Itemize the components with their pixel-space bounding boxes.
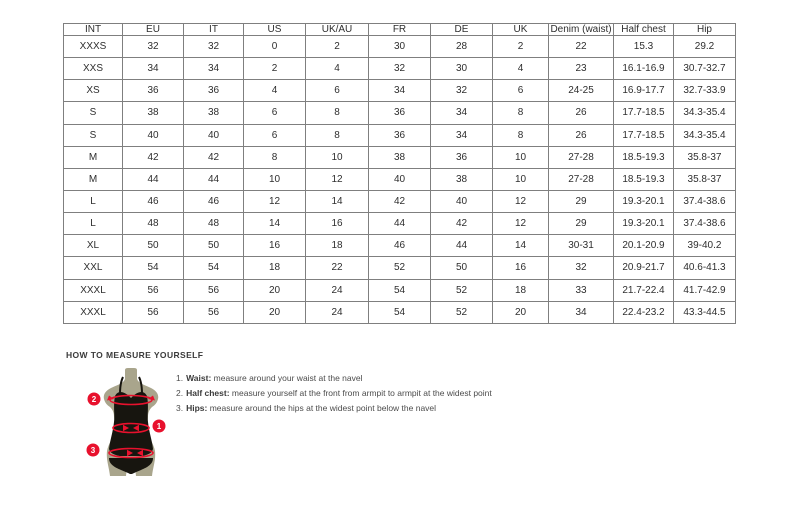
table-cell: 24 [306,301,369,323]
table-cell: XXS [64,58,123,80]
table-cell: 33 [549,279,614,301]
table-cell: 20 [244,301,306,323]
table-cell: 50 [431,257,493,279]
table-cell: XXXS [64,36,123,58]
table-cell: 40 [184,124,244,146]
table-cell: 54 [184,257,244,279]
column-header: UK/AU [306,24,369,36]
table-cell: 16.9-17.7 [614,80,674,102]
table-cell: 22.4-23.2 [614,301,674,323]
table-cell: 29 [549,213,614,235]
table-row [64,58,736,80]
table-cell: 54 [123,257,184,279]
table-cell: 16 [244,235,306,257]
table-cell: 8 [493,124,549,146]
table-row [64,257,736,279]
table-row [64,36,736,58]
table-cell: 48 [184,213,244,235]
table-cell: 16 [493,257,549,279]
table-cell: 24 [306,279,369,301]
marker-hips [87,444,100,457]
table-cell: 12 [306,168,369,190]
table-cell: M [64,146,123,168]
table-cell: 34 [369,80,431,102]
table-cell: 34.3-35.4 [674,102,736,124]
table-cell: 35.8-37 [674,168,736,190]
table-cell: 46 [184,190,244,212]
table-cell: 20 [244,279,306,301]
table-cell: 29 [549,190,614,212]
table-cell: 23 [549,58,614,80]
table-cell: 42 [184,146,244,168]
measurement-figure [78,366,183,481]
table-cell: 34 [184,58,244,80]
table-cell: 8 [493,102,549,124]
table-cell: 4 [244,80,306,102]
table-cell: 34 [431,124,493,146]
table-cell: 14 [493,235,549,257]
table-row [64,124,736,146]
table-cell: 28 [431,36,493,58]
table-cell: 20.1-20.9 [614,235,674,257]
table-cell: 8 [244,146,306,168]
marker-chest [88,393,101,406]
table-cell: 30.7-32.7 [674,58,736,80]
table-cell: 30 [369,36,431,58]
measure-step [176,371,492,386]
table-cell: 6 [493,80,549,102]
table-cell: 56 [184,279,244,301]
table-cell: 52 [431,301,493,323]
column-header: Hip [674,24,736,36]
table-cell: 27-28 [549,168,614,190]
table-cell: 30-31 [549,235,614,257]
step-term: Waist: [186,373,212,383]
table-cell: XXL [64,257,123,279]
table-cell: 34 [431,102,493,124]
table-cell: 54 [369,301,431,323]
table-cell: 26 [549,102,614,124]
step-text: measure yourself at the front from armpit to armpit at the widest point [229,388,492,398]
table-cell: 18.5-19.3 [614,146,674,168]
table-cell: 14 [244,213,306,235]
table-cell: 34.3-35.4 [674,124,736,146]
column-header: DE [431,24,493,36]
table-cell: 37.4-38.6 [674,190,736,212]
table-cell: 18.5-19.3 [614,168,674,190]
size-table-container [63,23,736,324]
table-cell: 32 [123,36,184,58]
table-cell: 36 [431,146,493,168]
size-table [63,23,736,324]
table-row [64,301,736,323]
table-cell: 40 [369,168,431,190]
column-header: Denim (waist) [550,24,612,35]
table-cell: 20.9-21.7 [614,257,674,279]
size-table-head-row [64,24,736,36]
marker-waist [153,420,166,433]
table-row [64,279,736,301]
table-cell: 44 [369,213,431,235]
column-header: IT [184,24,244,36]
table-cell: 52 [369,257,431,279]
table-cell: 14 [306,190,369,212]
table-cell: 32 [549,257,614,279]
step-term: Hips: [186,403,208,413]
table-cell: XS [64,80,123,102]
column-header: INT [64,24,123,36]
table-row [64,190,736,212]
table-cell: 52 [431,279,493,301]
column-header: Half chest [614,24,674,36]
table-cell: XXXL [64,301,123,323]
table-cell: 34 [549,301,614,323]
table-cell: 8 [306,102,369,124]
table-cell: 10 [244,168,306,190]
table-cell: 16 [306,213,369,235]
table-cell: 40 [123,124,184,146]
table-cell: 32 [431,80,493,102]
table-cell: 32 [184,36,244,58]
table-cell: M [64,168,123,190]
table-cell: 18 [244,257,306,279]
table-cell: 30 [431,58,493,80]
table-cell: 37.4-38.6 [674,213,736,235]
column-header: FR [369,24,431,36]
table-cell: 10 [493,168,549,190]
table-cell: 46 [369,235,431,257]
step-number: 2. [176,388,184,398]
table-cell: 19.3-20.1 [614,213,674,235]
table-cell: L [64,190,123,212]
table-cell: 22 [549,36,614,58]
table-cell: 8 [306,124,369,146]
table-cell: 39-40.2 [674,235,736,257]
table-cell: 2 [306,36,369,58]
table-cell: 4 [493,58,549,80]
table-row [64,235,736,257]
table-cell: 10 [493,146,549,168]
table-cell: 35.8-37 [674,146,736,168]
step-text: measure around the hips at the widest point below the navel [207,403,437,413]
table-cell: 38 [431,168,493,190]
table-cell: 17.7-18.5 [614,102,674,124]
table-cell: 36 [369,124,431,146]
column-header: UK [493,24,549,36]
table-cell: 4 [306,58,369,80]
table-cell: 42 [123,146,184,168]
table-cell: 32 [369,58,431,80]
table-cell: 38 [369,146,431,168]
table-cell: S [64,102,123,124]
table-cell: 12 [244,190,306,212]
column-header: EU [123,24,184,36]
table-row [64,146,736,168]
table-cell: S [64,124,123,146]
table-cell: 0 [244,36,306,58]
table-cell: 22 [306,257,369,279]
table-cell: 36 [123,80,184,102]
table-cell: 42 [369,190,431,212]
table-row [64,80,736,102]
table-cell: 32.7-33.9 [674,80,736,102]
table-cell: 20 [493,301,549,323]
table-cell: 56 [123,301,184,323]
table-cell: 40.6-41.3 [674,257,736,279]
measure-step [176,386,492,401]
measure-section-heading: HOW TO MEASURE YOURSELF [66,350,204,360]
table-cell: XXXL [64,279,123,301]
measure-step [176,401,492,416]
table-cell: 36 [184,80,244,102]
table-cell: 36 [369,102,431,124]
table-cell: 50 [184,235,244,257]
table-cell: 18 [493,279,549,301]
column-header: US [244,24,306,36]
measure-steps-list [176,371,492,416]
table-cell: 41.7-42.9 [674,279,736,301]
step-term: Half chest: [186,388,230,398]
table-cell: 6 [306,80,369,102]
table-cell: 40 [431,190,493,212]
table-cell: 56 [123,279,184,301]
table-cell: 17.7-18.5 [614,124,674,146]
table-cell: 42 [431,213,493,235]
table-cell: 44 [431,235,493,257]
table-cell: 34 [123,58,184,80]
table-cell: 56 [184,301,244,323]
table-cell: 2 [493,36,549,58]
svg-text:2: 2 [91,395,97,404]
table-cell: 38 [123,102,184,124]
table-cell: 44 [123,168,184,190]
table-cell: 48 [123,213,184,235]
table-cell: 12 [493,213,549,235]
table-cell: 18 [306,235,369,257]
table-cell: 2 [244,58,306,80]
svg-text:1: 1 [156,422,162,431]
table-cell: 6 [244,102,306,124]
table-cell: 24-25 [549,80,614,102]
table-cell: 16.1-16.9 [614,58,674,80]
table-cell: 38 [184,102,244,124]
table-cell: 19.3-20.1 [614,190,674,212]
step-number: 1. [176,373,184,383]
table-cell: 15.3 [614,36,674,58]
table-cell: L [64,213,123,235]
table-cell: 27-28 [549,146,614,168]
table-cell: 54 [369,279,431,301]
table-cell: 43.3-44.5 [674,301,736,323]
table-cell: 44 [184,168,244,190]
step-number: 3. [176,403,184,413]
table-row [64,213,736,235]
table-cell: 10 [306,146,369,168]
table-cell: 50 [123,235,184,257]
step-text: measure around your waist at the navel [211,373,363,383]
table-row [64,168,736,190]
table-cell: 6 [244,124,306,146]
table-cell: 29.2 [674,36,736,58]
table-cell: 21.7-22.4 [614,279,674,301]
table-cell: 26 [549,124,614,146]
table-cell: XL [64,235,123,257]
table-cell: 12 [493,190,549,212]
table-cell: 46 [123,190,184,212]
table-row [64,102,736,124]
svg-text:3: 3 [90,446,96,455]
